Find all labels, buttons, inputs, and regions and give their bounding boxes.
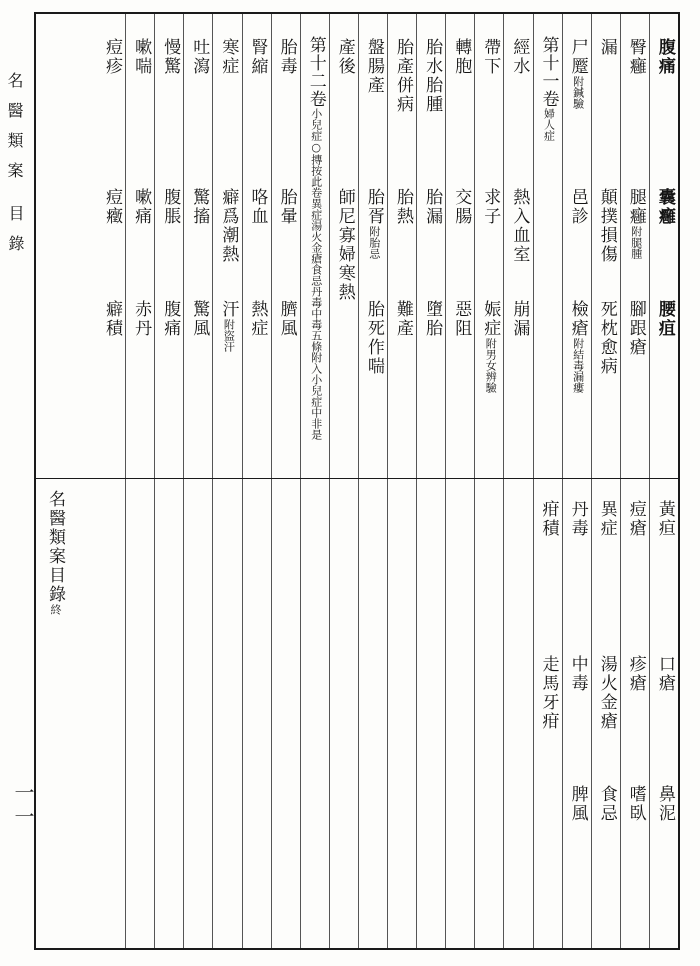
toc-entry-text: 腹脹 — [160, 188, 181, 226]
toc-entry-lower: 脾風 — [567, 785, 588, 823]
toc-entry — [652, 38, 678, 76]
toc-entry-text: 熱症 — [247, 300, 268, 338]
toc-end-text: 名醫類案目錄 — [45, 490, 65, 604]
toc-entry-text: 汗 — [218, 300, 239, 319]
toc-entry-text: 慢驚 — [160, 38, 181, 76]
column-rule — [387, 14, 417, 948]
toc-entry — [245, 300, 271, 338]
toc-entry — [361, 188, 387, 259]
toc-entry-text: 熱入血室 — [509, 188, 530, 264]
toc-entry — [565, 300, 591, 393]
toc-entry-text: 驚風 — [189, 300, 210, 338]
column-rule — [474, 14, 504, 948]
toc-entry — [477, 38, 503, 76]
toc-entry-text: 惡阻 — [451, 300, 472, 338]
toc-entry — [128, 300, 154, 338]
column-rule — [416, 14, 446, 948]
toc-entry — [652, 300, 678, 338]
toc-entry — [245, 188, 271, 226]
toc-entry — [506, 300, 532, 338]
chapter-heading — [536, 36, 562, 141]
toc-entry — [215, 38, 241, 76]
column-rule — [271, 14, 301, 948]
chapter-title: 第十一卷 — [538, 36, 559, 108]
toc-entry — [506, 188, 532, 264]
toc-entry-text: 崩漏 — [509, 300, 530, 338]
toc-entry-text: 胎熱 — [393, 188, 413, 226]
toc-entry — [594, 38, 620, 57]
chapter-heading — [303, 36, 329, 440]
toc-entry — [448, 300, 474, 338]
toc-entry-text: 吐瀉 — [189, 38, 210, 76]
toc-entry-lower: 痘瘡 — [625, 500, 646, 538]
toc-entry-text: 死枕愈病 — [596, 300, 617, 376]
toc-entry-text: 咯血 — [247, 188, 268, 226]
toc-entry — [448, 38, 474, 76]
toc-entry — [99, 188, 125, 226]
margin-book-title: 名醫類案 — [5, 72, 24, 192]
toc-entry-text: 胎毒 — [276, 38, 297, 76]
column-rule — [125, 14, 155, 948]
toc-entry — [390, 188, 416, 226]
toc-entry — [186, 38, 212, 76]
toc-entry-text: 尸蹷 — [567, 38, 588, 76]
toc-entry-text: 癖爲潮熱 — [218, 188, 239, 264]
toc-entry — [594, 188, 620, 264]
toc-entry — [186, 300, 212, 338]
chapter-title: 第十二卷 — [305, 36, 326, 108]
toc-entry-text: 娠症 — [480, 300, 501, 338]
toc-entry-text: 漏 — [596, 38, 617, 57]
toc-entry — [186, 188, 212, 226]
toc-entry-note: 附盜汗 — [222, 319, 236, 352]
toc-entry — [623, 38, 649, 76]
toc-entry — [332, 38, 358, 76]
toc-entry-text: 腎縮 — [247, 38, 268, 76]
toc-entry-lower: 疳積 — [538, 500, 559, 538]
toc-entry — [390, 38, 416, 114]
toc-entry — [390, 300, 416, 338]
page-number: 一一 — [11, 782, 35, 830]
toc-entry-text: 胎漏 — [422, 188, 443, 226]
toc-entry-lower: 中毒 — [567, 655, 588, 693]
toc-entry-text: 顛撲損傷 — [596, 188, 617, 264]
toc-entry-text: 腳跟瘡 — [625, 300, 646, 357]
toc-entry — [623, 300, 649, 357]
toc-entry — [652, 188, 678, 226]
toc-entry — [157, 38, 183, 76]
toc-entry — [157, 188, 183, 226]
toc-entry-text: 盤腸產 — [363, 38, 384, 95]
toc-entry — [565, 188, 591, 226]
toc-entry — [361, 38, 387, 95]
toc-entry-text: 經水 — [509, 38, 530, 76]
toc-entry — [99, 300, 125, 338]
toc-entry-text: 腿癰 — [625, 188, 646, 226]
toc-entry — [448, 188, 474, 226]
toc-entry-note: 附鍼驗 — [571, 76, 585, 109]
toc-entry-note: 附男女辨驗 — [484, 338, 498, 393]
toc-entry-text: 胎產併病 — [393, 38, 413, 114]
toc-entry-text: 產後 — [334, 38, 355, 76]
toc-entry-text: 胎死作喘 — [363, 300, 384, 376]
toc-entry-text: 囊癰 — [654, 188, 675, 226]
toc-entry — [565, 38, 591, 109]
column-rule — [533, 14, 563, 948]
toc-entry-text: 痘疹 — [102, 38, 122, 76]
column-rule — [212, 14, 242, 948]
toc-entry-note: 附胎忌 — [367, 226, 381, 259]
column-rule — [242, 14, 272, 948]
toc-entry-text: 檢瘡 — [567, 300, 588, 338]
toc-entry — [477, 300, 503, 393]
toc-entry-text: 難產 — [393, 300, 413, 338]
toc-entry-text: 赤丹 — [131, 300, 152, 338]
toc-entry-text: 胎水胎腫 — [422, 38, 443, 114]
margin-section-label: 目錄 — [6, 205, 25, 265]
toc-entry — [215, 188, 241, 264]
toc-entry-text: 墮胎 — [422, 300, 443, 338]
toc-entry — [215, 300, 241, 352]
toc-entry-text: 腹痛 — [160, 300, 181, 338]
toc-entry — [623, 188, 649, 259]
toc-entry-text: 胎暈 — [276, 188, 297, 226]
toc-entry-lower: 口瘡 — [654, 655, 675, 693]
toc-entry-text: 師尼寡婦寒熱 — [334, 188, 355, 302]
toc-entry-lower: 湯火金瘡 — [596, 655, 617, 731]
column-rule — [329, 14, 359, 948]
toc-entry-text: 腹痛 — [654, 38, 675, 76]
toc-entry — [477, 188, 503, 226]
column-rule — [183, 14, 213, 948]
toc-entry-lower: 嗜臥 — [625, 785, 646, 823]
toc-entry-text: 求子 — [480, 188, 501, 226]
toc-entry — [332, 188, 358, 302]
toc-entry-lower: 異症 — [596, 500, 617, 538]
toc-entry-lower: 走馬牙疳 — [538, 655, 559, 731]
toc-entry — [128, 188, 154, 226]
toc-entry-text: 臍風 — [276, 300, 297, 338]
toc-entry — [274, 38, 300, 76]
register-divider — [34, 478, 680, 479]
toc-entry-lower: 食忌 — [596, 785, 617, 823]
toc-entry-text: 嗽喘 — [131, 38, 152, 76]
toc-entry — [506, 38, 532, 76]
toc-entry — [594, 300, 620, 376]
toc-entry — [419, 300, 445, 338]
toc-entry — [128, 38, 154, 76]
toc-entry — [419, 38, 445, 114]
toc-entry-text: 寒症 — [218, 38, 239, 76]
toc-entry-text: 帶下 — [480, 38, 501, 76]
toc-entry-text: 驚搐 — [189, 188, 210, 226]
chapter-subtitle: 婦人症 — [542, 108, 556, 141]
column-rule — [503, 14, 533, 948]
toc-entry — [274, 300, 300, 338]
toc-entry-text: 交腸 — [451, 188, 472, 226]
column-rule — [445, 14, 475, 948]
toc-entry — [419, 188, 445, 226]
toc-end-label — [42, 490, 68, 615]
toc-entry — [361, 300, 387, 376]
column-rule — [358, 14, 388, 948]
toc-entry-text: 嗽痛 — [131, 188, 152, 226]
chapter-subtitle: 小兒症○摶按此卷異症湯火金瘡食忌丹毒中毒五條附入小兒症中非是 — [309, 108, 323, 440]
toc-entry-lower: 鼻泥 — [654, 785, 675, 823]
toc-entry-lower: 疹瘡 — [625, 655, 646, 693]
toc-end-small: 終 — [49, 604, 62, 615]
toc-entry-note: 附結毒漏瘻 — [571, 338, 585, 393]
toc-entry-text: 痘癥 — [102, 188, 122, 226]
toc-entry — [245, 38, 271, 76]
column-rule — [154, 14, 184, 948]
toc-entry — [157, 300, 183, 338]
toc-entry-text: 癖積 — [102, 300, 122, 338]
toc-entry-text: 轉胞 — [451, 38, 472, 76]
toc-entry-text: 臀癰 — [625, 38, 646, 76]
toc-entry — [99, 38, 125, 76]
toc-entry-text: 腰疽 — [654, 300, 675, 338]
toc-entry-text: 邑診 — [567, 188, 588, 226]
toc-entry-lower: 黃疸 — [654, 500, 675, 538]
toc-entry-lower: 丹毒 — [567, 500, 588, 538]
toc-entry-note: 附腿腫 — [629, 226, 643, 259]
toc-entry — [274, 188, 300, 226]
toc-entry-text: 胎胥 — [363, 188, 384, 226]
